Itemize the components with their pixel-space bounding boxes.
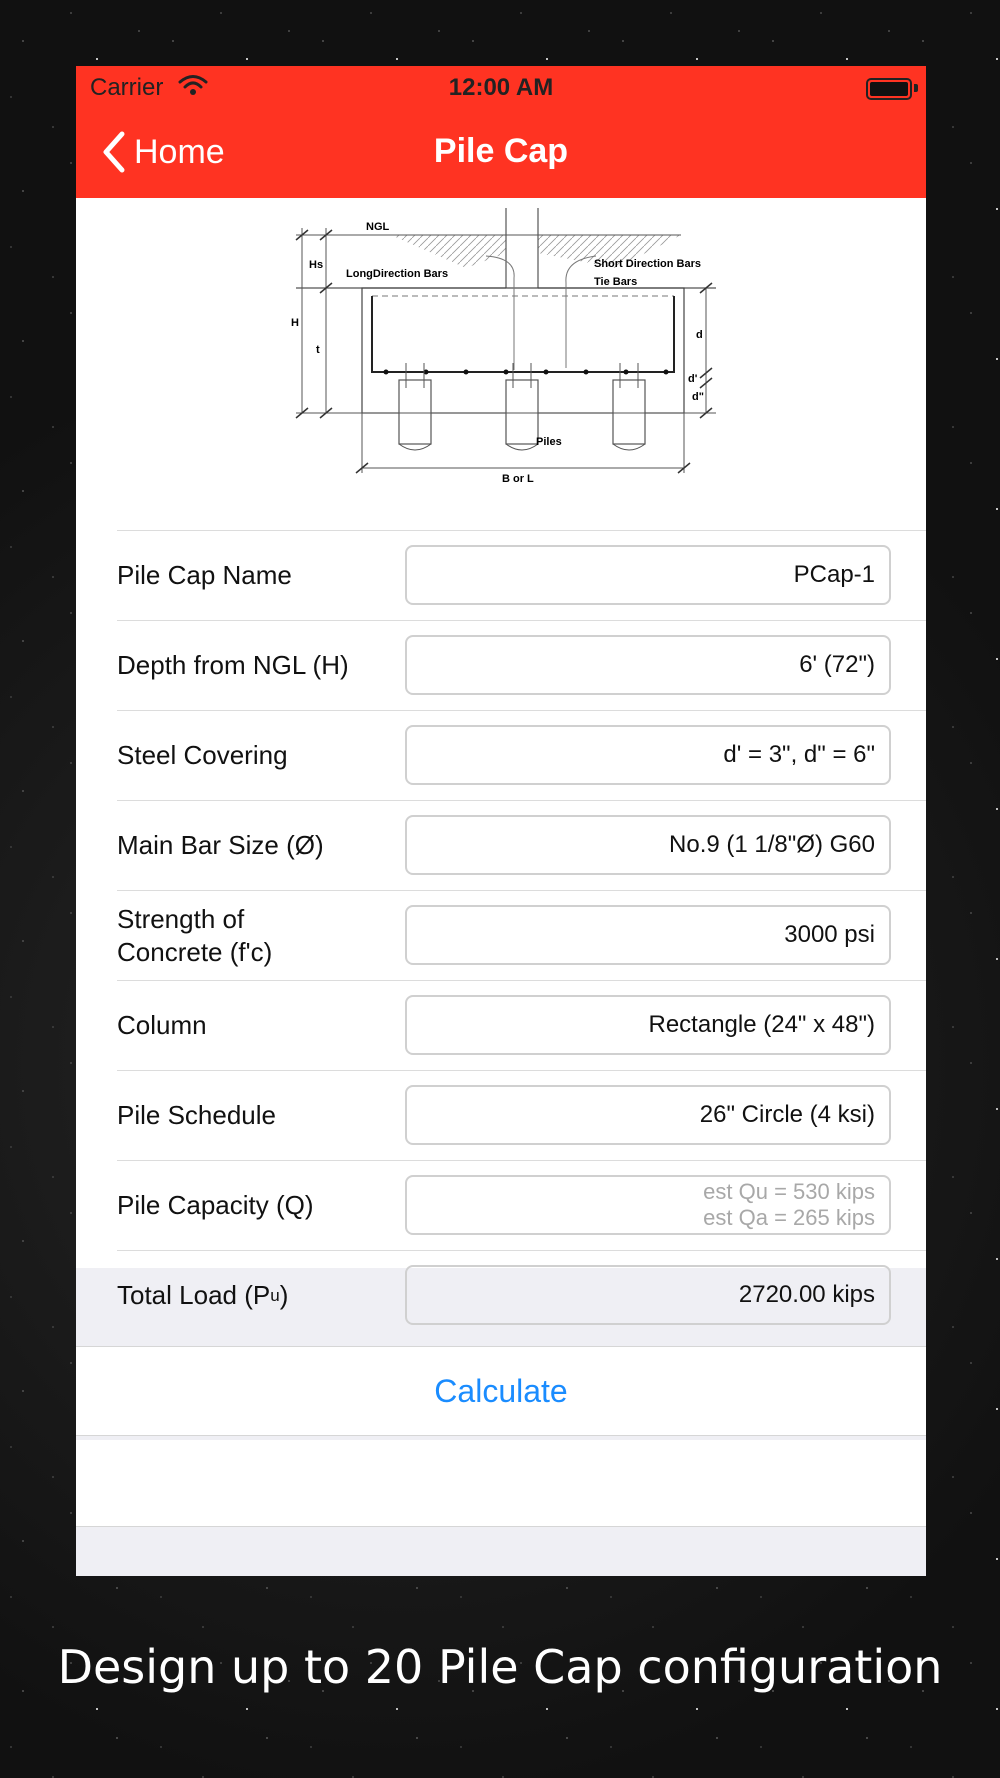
- total-load-label: [117, 1251, 377, 1341]
- total-load-label-end: ): [279, 1280, 289, 1311]
- phone-screen: [76, 66, 926, 1576]
- pile-capacity-field[interactable]: [405, 1175, 891, 1235]
- back-label: Home: [134, 132, 225, 171]
- main-bar-size-label: Main Bar Size (Ø): [117, 830, 324, 861]
- blank-footer-area: [76, 1440, 926, 1527]
- row-depth: [117, 620, 926, 711]
- label-b-or-l: B or L: [502, 473, 534, 485]
- battery-icon: [866, 78, 912, 100]
- calculate-section: [76, 1346, 926, 1436]
- row-pile-cap-name: [117, 530, 926, 621]
- row-pile-schedule: [117, 1070, 926, 1161]
- label-d-double-prime: d": [692, 391, 704, 403]
- pile-capacity-label: Pile Capacity (Q): [117, 1190, 314, 1221]
- promo-caption: Design up to 20 Pile Cap configuration: [57, 1640, 943, 1694]
- battery-nub: [914, 84, 918, 92]
- page-title: Pile Cap: [433, 132, 569, 170]
- row-steel-covering: [117, 710, 926, 801]
- status-time: 12:00 AM: [448, 74, 554, 101]
- depth-label: Depth from NGL (H): [117, 650, 349, 681]
- depth-field[interactable]: 6' (72"): [405, 635, 891, 695]
- label-h: H: [291, 317, 299, 329]
- pile-schedule-label: Pile Schedule: [117, 1100, 276, 1131]
- total-load-field[interactable]: 2720.00 kips: [405, 1265, 891, 1325]
- column-label: Column: [117, 1010, 207, 1041]
- label-piles: Piles: [536, 436, 562, 448]
- label-t: t: [316, 344, 320, 356]
- label-short-bars: Short Direction Bars: [594, 258, 701, 270]
- label-d: d: [696, 329, 703, 341]
- row-main-bar-size: [117, 800, 926, 891]
- calculate-button[interactable]: Calculate: [434, 1372, 568, 1409]
- pile-cap-name-label: Pile Cap Name: [117, 560, 292, 591]
- pile-capacity-placeholder-qa: est Qa = 265 kips: [703, 1205, 875, 1230]
- navigation-bar: [76, 66, 926, 198]
- total-load-label-sub: u: [270, 1286, 280, 1306]
- pile-cap-name-field[interactable]: PCap-1: [405, 545, 891, 605]
- row-pile-capacity: [117, 1160, 926, 1251]
- row-concrete-strength: [117, 890, 926, 981]
- status-carrier: Carrier: [90, 74, 164, 101]
- concrete-strength-label: Strength of Concrete (f'c): [117, 903, 273, 967]
- label-tie-bars: Tie Bars: [594, 276, 638, 288]
- row-total-load: [117, 1250, 926, 1341]
- total-load-label-main: Total Load (P: [117, 1280, 271, 1311]
- label-ngl: NGL: [366, 221, 390, 233]
- steel-covering-field[interactable]: d' = 3", d" = 6": [405, 725, 891, 785]
- steel-covering-label: Steel Covering: [117, 740, 288, 771]
- row-column: [117, 980, 926, 1071]
- label-d-prime: d': [688, 373, 698, 385]
- label-hs: Hs: [309, 259, 324, 271]
- main-bar-size-field[interactable]: No.9 (1 1/8"Ø) G60: [405, 815, 891, 875]
- label-long-bars: LongDirection Bars: [346, 268, 449, 280]
- pile-schedule-field[interactable]: 26" Circle (4 ksi): [405, 1085, 891, 1145]
- pile-cap-diagram: [76, 198, 926, 530]
- pile-capacity-placeholder-qu: est Qu = 530 kips: [703, 1178, 875, 1204]
- form-content: [76, 198, 926, 1311]
- concrete-strength-field[interactable]: 3000 psi: [405, 905, 891, 965]
- column-field[interactable]: Rectangle (24" x 48"): [405, 995, 891, 1055]
